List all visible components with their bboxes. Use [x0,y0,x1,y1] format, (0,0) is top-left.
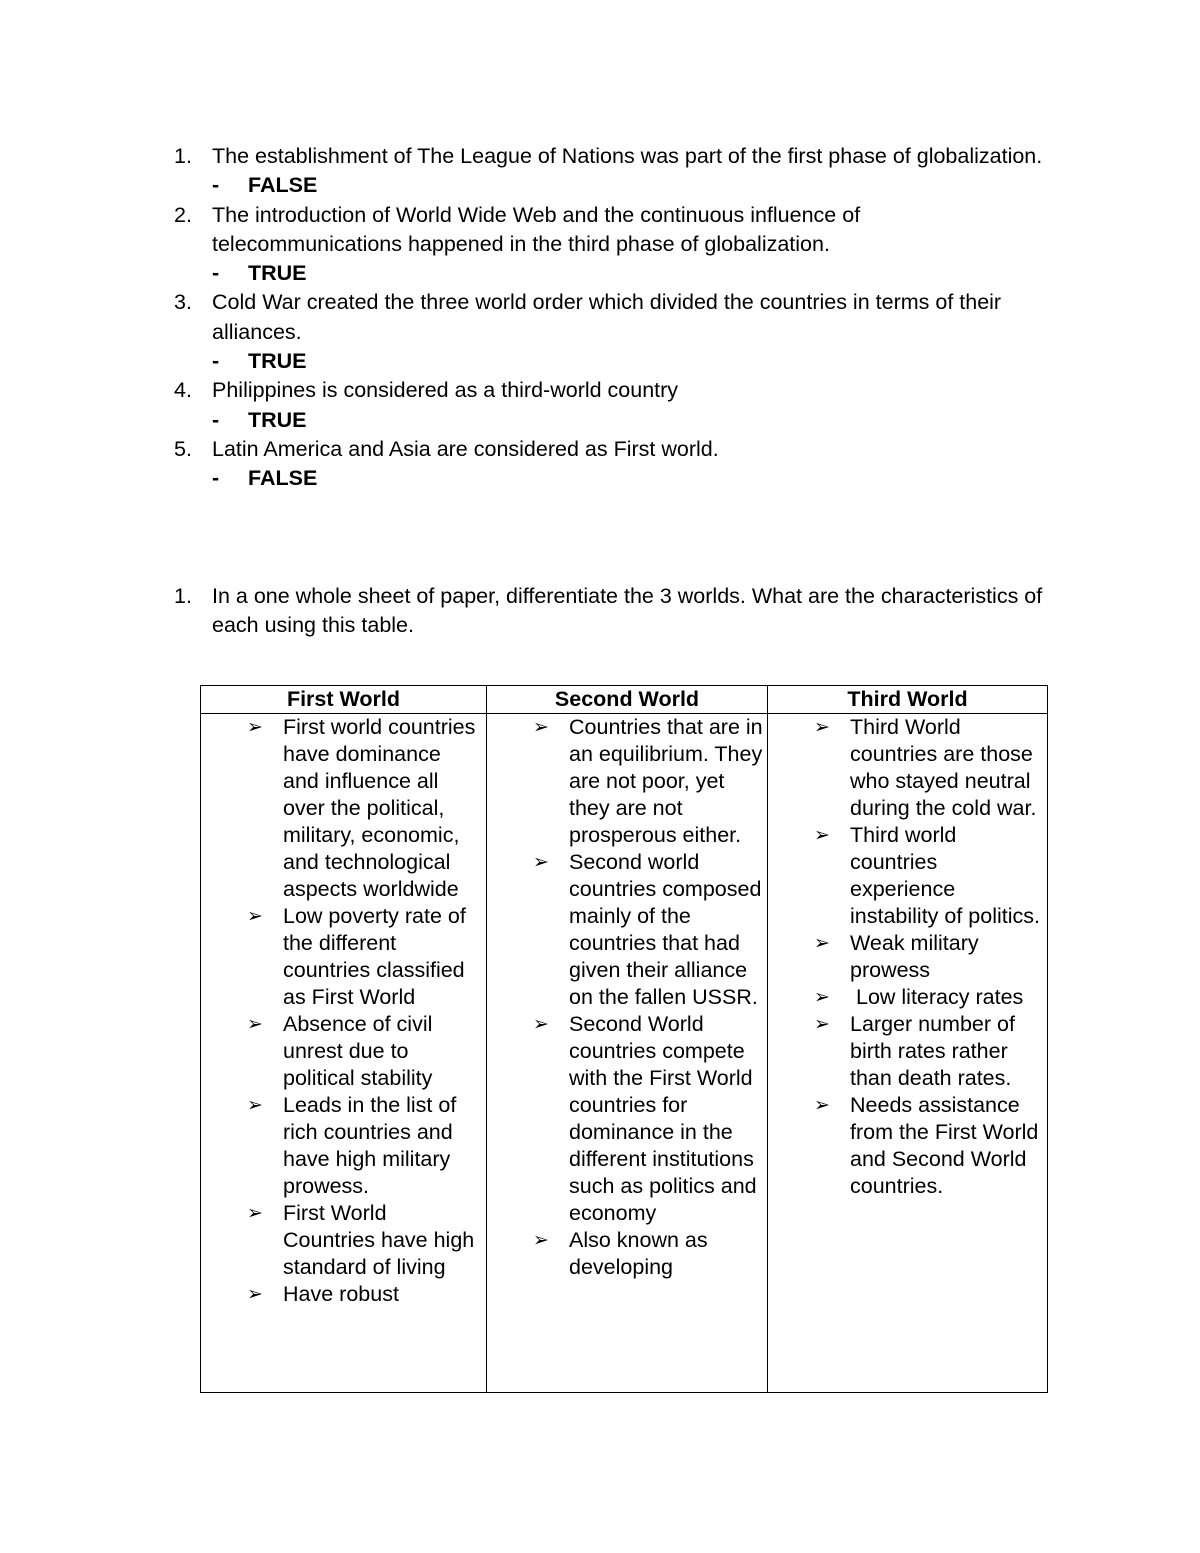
task-item [174,582,1054,641]
third-world-cell [768,714,1048,1393]
question-number: 5. [174,436,192,461]
task-text: In a one whole sheet of paper, differentiate the 3 worlds. What are the characteristics of each using this table. [212,584,1043,638]
list-item [814,930,1043,984]
list-item [814,822,1043,930]
header-third-world: Third World [768,686,1048,714]
question-item [174,288,1054,376]
question-number: 2. [174,202,192,227]
list-item [247,1011,482,1092]
question-number: 1. [174,144,192,168]
question-text: The establishment of The League of Nations was part of the first phase of globalization. [212,144,1043,168]
list-item [247,1200,482,1281]
list-item-text: Third world countries experience instability of politics. [850,823,1040,928]
arrow-bullet-icon: ➢ [247,1203,263,1224]
question-answer [212,464,1054,493]
arrow-bullet-icon: ➢ [247,717,263,738]
answer-dash: - [212,407,220,432]
question-text: Cold War created the three world order which divided the countries in terms of their alliances. [212,290,1002,344]
question-item [174,435,1054,494]
table-body-row [201,714,1048,1393]
answer-dash: - [212,261,220,286]
answer-value: FALSE [248,173,318,198]
answer-value: FALSE [248,466,318,491]
arrow-bullet-icon: ➢ [247,1014,263,1035]
list-item-text: Needs assistance from the First World and Second World countries. [850,1093,1039,1198]
list-item [814,1092,1043,1200]
arrow-bullet-icon: ➢ [814,987,830,1008]
list-item [814,984,1043,1011]
arrow-bullet-icon: ➢ [533,717,549,738]
list-item-text: First world countries have dominance and influence all over the political, military, economic, and technological aspects worldwide [283,715,476,901]
arrow-bullet-icon: ➢ [533,1230,549,1251]
first-world-list [201,714,486,1308]
answer-value: TRUE [248,349,307,374]
question-text: Philippines is considered as a third-world country [212,378,679,403]
list-item-text: Larger number of birth rates rather than death rates. [850,1012,1015,1090]
question-number: 4. [174,378,192,403]
list-item-text: Countries that are in an equilibrium. They are not poor, yet they are not prosperous either. [569,715,763,847]
question-answer [212,259,1054,288]
second-world-cell [487,714,768,1393]
worlds-table [200,685,1048,1393]
arrow-bullet-icon: ➢ [247,1095,263,1116]
list-item-text: Low poverty rate of the different countries classified as First World [283,904,466,1009]
list-item [814,1011,1043,1092]
answer-value: TRUE [248,407,307,432]
question-text: The introduction of World Wide Web and the continuous influence of telecommunications happened in the third phase of globalization. [212,202,861,256]
question-item [174,376,1054,435]
list-item [814,714,1043,822]
list-item-text: Leads in the list of rich countries and have high military prowess. [283,1093,457,1198]
list-item [247,714,482,903]
list-item [533,849,763,1011]
arrow-bullet-icon: ➢ [533,1014,549,1035]
answer-dash: - [212,173,220,198]
third-world-list [768,714,1047,1200]
list-item [533,714,763,849]
arrow-bullet-icon: ➢ [247,1284,263,1305]
arrow-bullet-icon: ➢ [533,852,549,873]
first-world-cell [201,714,487,1393]
header-first-world: First World [201,686,487,714]
table-header-row [201,686,1048,714]
arrow-bullet-icon: ➢ [814,933,830,954]
list-item [533,1011,763,1227]
list-item-text: Second World countries compete with the First World countries for dominance in the different institutions such as politics and economy [569,1012,757,1225]
arrow-bullet-icon: ➢ [814,717,830,738]
arrow-bullet-icon: ➢ [814,1095,830,1116]
list-item-text: Third World countries are those who stayed neutral during the cold war. [850,715,1037,820]
question-number: 3. [174,290,192,315]
answer-dash: - [212,349,220,374]
task-list [174,582,1054,641]
list-item-text: Absence of civil unrest due to political stability [283,1012,433,1090]
question-answer [212,171,1054,200]
list-item-text: Weak military prowess [850,931,979,982]
list-item-text: Low literacy rates [850,985,1024,1009]
question-item [174,142,1054,201]
arrow-bullet-icon: ➢ [247,906,263,927]
question-answer [212,347,1054,376]
true-false-list [174,142,1054,494]
header-second-world: Second World [487,686,768,714]
answer-value: TRUE [248,261,307,286]
question-item [174,201,1054,289]
list-item-text: Have robust [283,1282,399,1306]
question-text: Latin America and Asia are considered as First world. [212,436,719,461]
list-item-text: Second world countries composed mainly of the countries that had given their alliance on the fallen USSR. [569,850,762,1009]
arrow-bullet-icon: ➢ [814,1014,830,1035]
list-item [533,1227,763,1281]
list-item-text: First World Countries have high standard of living [283,1201,475,1279]
list-item [247,1092,482,1200]
list-item [247,903,482,1011]
task-number: 1. [174,584,192,608]
question-answer [212,406,1054,435]
list-item-text: Also known as developing [569,1228,708,1279]
arrow-bullet-icon: ➢ [814,825,830,846]
answer-dash: - [212,466,220,491]
list-item [247,1281,482,1308]
second-world-list [487,714,767,1281]
